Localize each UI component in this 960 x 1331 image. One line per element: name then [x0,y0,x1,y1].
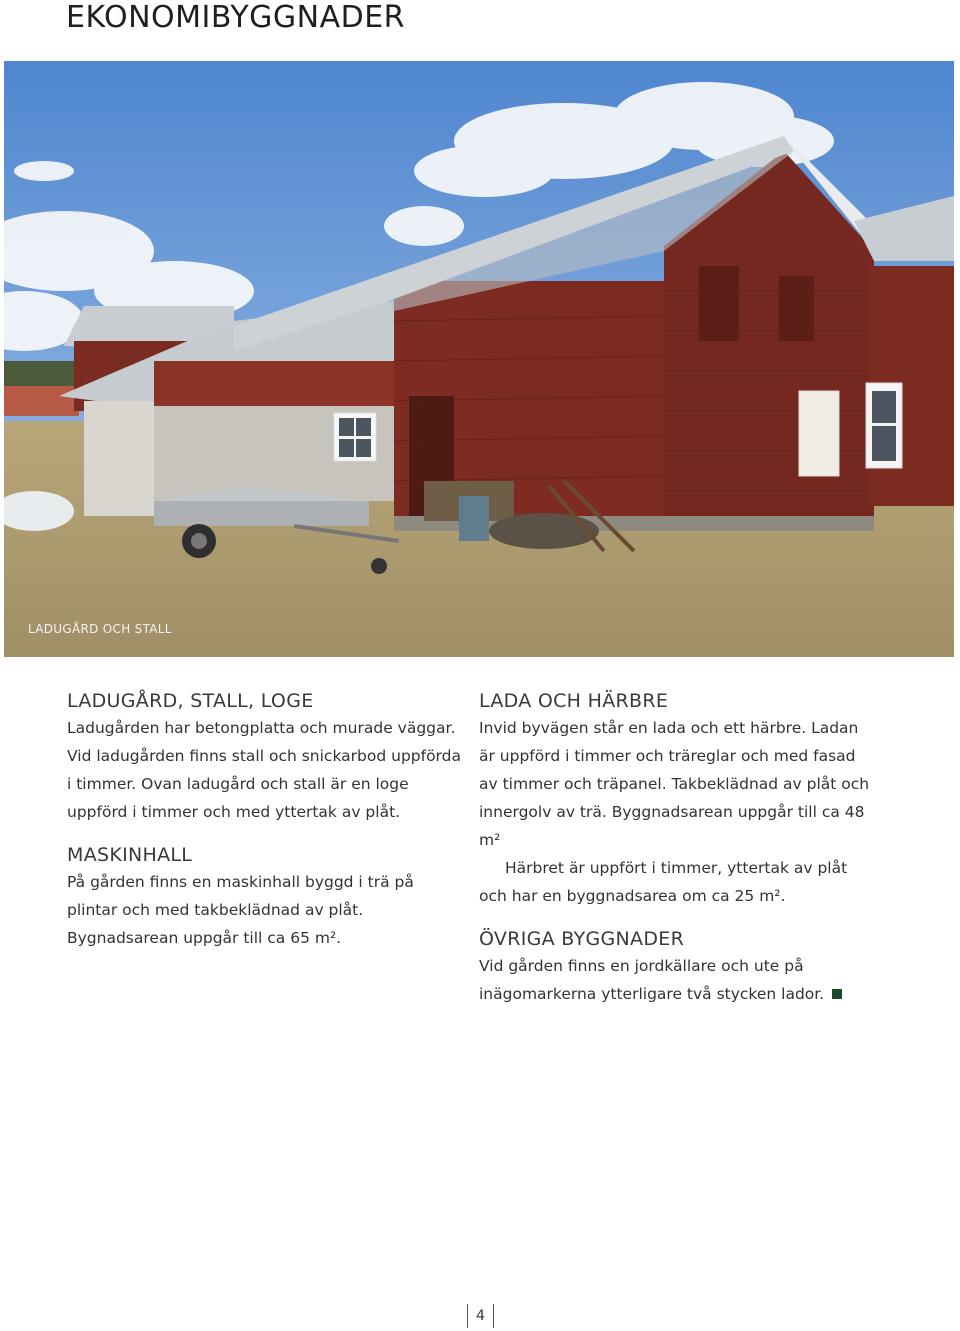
section-paragraph [479,952,879,1008]
end-mark-icon [832,989,842,999]
section-lada-harbre [479,688,879,910]
left-column [67,688,467,952]
section-heading: LADA OCH HÄRBRE [479,690,669,712]
barn-photo [4,61,954,657]
section-heading: LADUGÅRD, STALL, LOGE [67,690,314,712]
section-maskinhall [67,842,467,952]
paragraph-text: Vid gården finns en jordkällare och ute på inägomarkerna ytterligare två stycken lador. [479,957,825,1003]
section-ladugard [67,688,467,826]
section-heading: MASKINHALL [67,844,193,866]
section-paragraph: Invid byvägen står en lada och ett härbre. Ladan är uppförd i timmer och träreglar och med fasad av timmer och träpanel. Takbeklädnad av plåt och innergolv av trä. Byggnadsarean uppgår till ca 48 m² [479,719,870,849]
photo-caption: LADUGÅRD OCH STALL [28,622,172,636]
right-column [479,688,879,1008]
section-paragraph: På gården finns en maskinhall byggd i trä på plintar och med takbeklädnad av plåt. Bygnadsarean uppgår till ca 65 m². [67,873,414,947]
page-number: 4 [467,1304,494,1328]
section-heading: ÖVRIGA BYGGNADER [479,928,685,950]
section-paragraph: Härbret är uppfört i timmer, yttertak av plåt och har en byggnadsarea om ca 25 m². [479,859,848,905]
section-ovriga-byggnader [479,926,879,1008]
page-title: EKONOMIBYGGNADER [66,0,406,35]
section-paragraph: Ladugården har betongplatta och murade väggar. Vid ladugården finns stall och snickarbod uppförda i timmer. Ovan ladugård och stall är en loge uppförd i timmer och med yttertak av plåt. [67,719,461,821]
